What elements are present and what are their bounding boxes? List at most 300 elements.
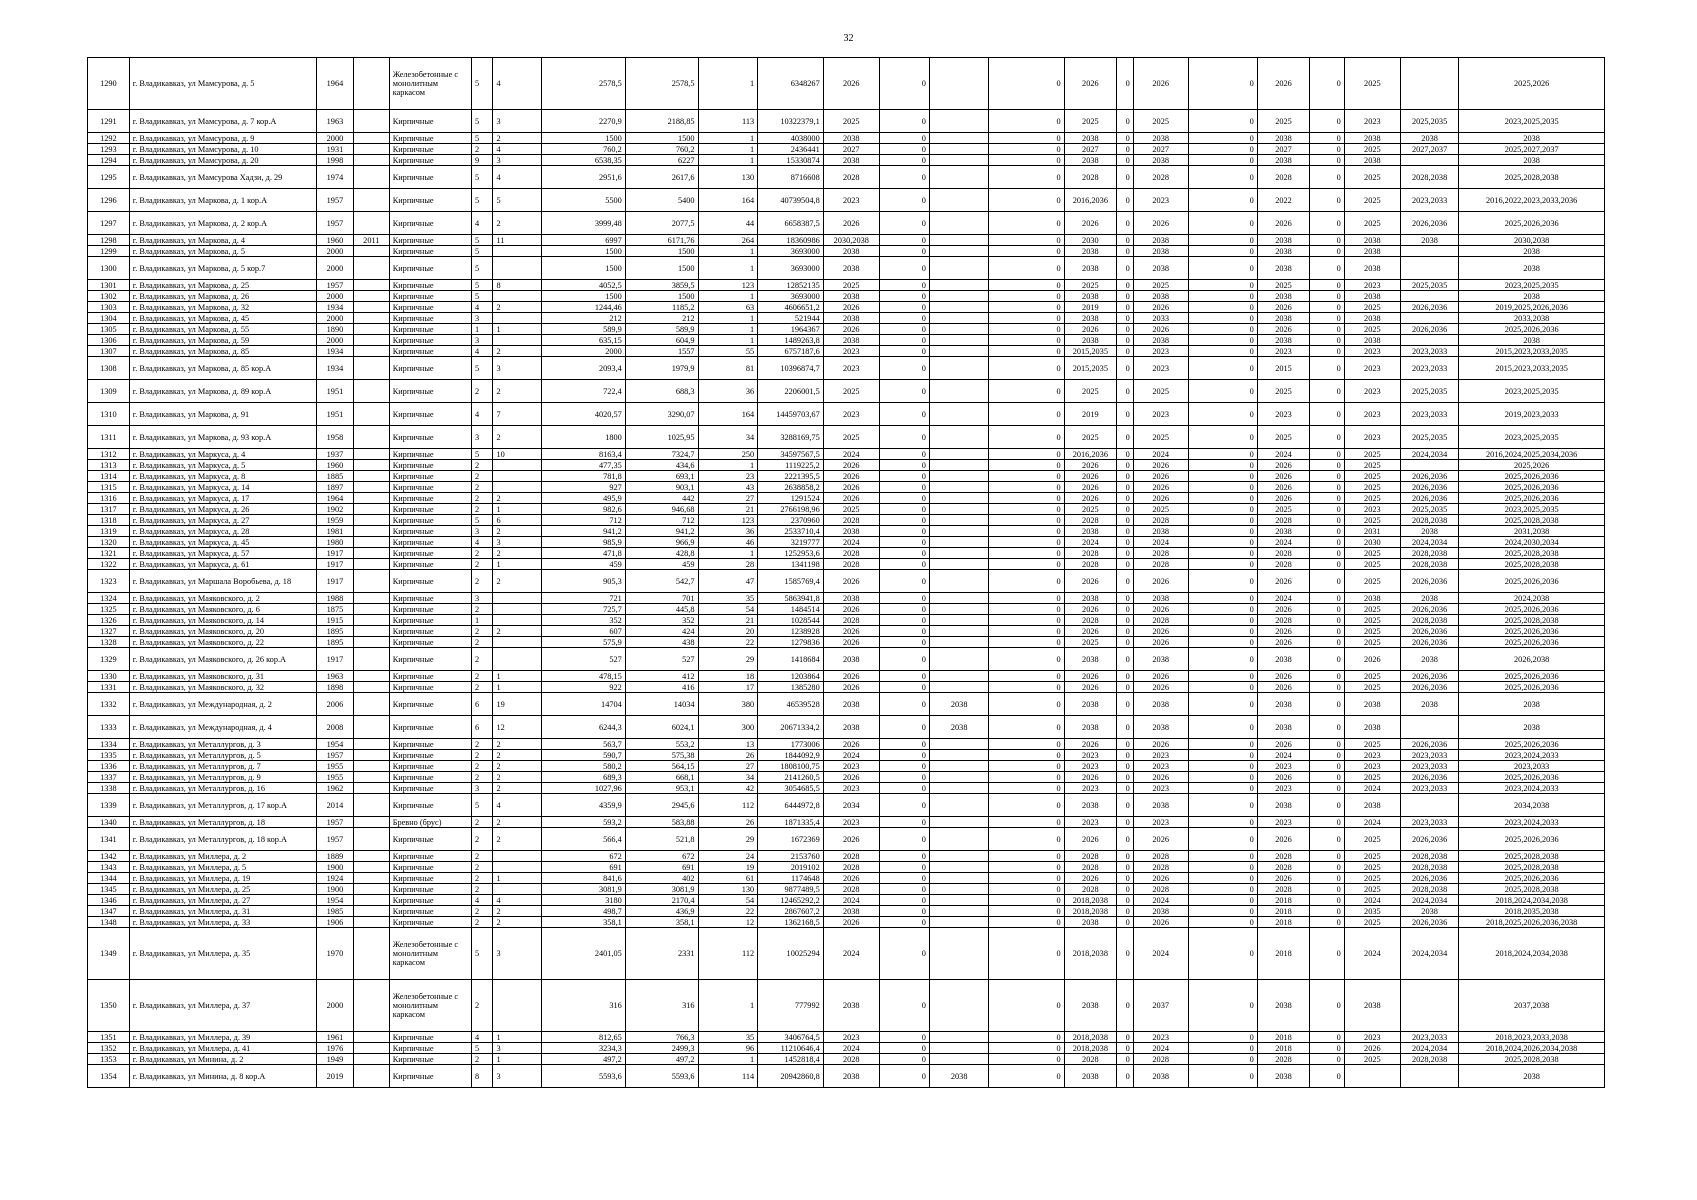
cell-flag-d: 0 bbox=[1188, 302, 1257, 313]
table-row bbox=[88, 1032, 1605, 1043]
cell-year-reconstructed bbox=[353, 110, 389, 133]
cell-term-e: 2025 bbox=[1344, 460, 1400, 471]
cell-flag-c: 0 bbox=[1117, 189, 1134, 212]
cell-term-b: 2038 bbox=[1064, 313, 1116, 324]
cell-floors: 2 bbox=[471, 380, 492, 403]
cell-flag-b: 0 bbox=[989, 917, 1064, 928]
cell-residents: 123 bbox=[698, 280, 758, 291]
cell-year-reconstructed bbox=[353, 212, 389, 235]
cell-cost: 10322379,1 bbox=[758, 110, 824, 133]
cell-term-a bbox=[929, 928, 989, 980]
cell-flag-c: 0 bbox=[1117, 357, 1134, 380]
cell-all-terms: 2019,2025,2026,2036 bbox=[1459, 302, 1605, 313]
cell-flag-a: 0 bbox=[879, 648, 929, 671]
cell-address: г. Владикавказ, ул Мамсурова, д. 20 bbox=[129, 155, 316, 166]
cell-address: г. Владикавказ, ул Миллера, д. 41 bbox=[129, 1043, 316, 1054]
cell-floors: 5 bbox=[471, 235, 492, 246]
cell-total-area: 593,2 bbox=[542, 817, 625, 828]
cell-year-built: 1960 bbox=[316, 235, 353, 246]
cell-floors: 2 bbox=[471, 671, 492, 682]
table-row bbox=[88, 682, 1605, 693]
cell-address: г. Владикавказ, ул Маркуса, д. 8 bbox=[129, 471, 316, 482]
cell-term-b: 2023 bbox=[1064, 761, 1116, 772]
cell-flag-d: 0 bbox=[1188, 110, 1257, 133]
cell-row-number: 1294 bbox=[88, 155, 130, 166]
cell-flag-b: 0 bbox=[989, 133, 1064, 144]
cell-total-area: 2093,4 bbox=[542, 357, 625, 380]
cell-flag-b: 0 bbox=[989, 980, 1064, 1032]
cell-living-area: 1979,9 bbox=[625, 357, 698, 380]
cell-floors: 2 bbox=[471, 570, 492, 593]
cell-wall-material: Кирпичные bbox=[389, 1054, 471, 1065]
cell-flag-c: 0 bbox=[1117, 526, 1134, 537]
cell-cost: 9877489,5 bbox=[758, 884, 824, 895]
cell-flag-c: 0 bbox=[1117, 380, 1134, 403]
cell-row-number: 1331 bbox=[88, 682, 130, 693]
cell-term-f bbox=[1400, 460, 1458, 471]
cell-term-e: 2025 bbox=[1344, 482, 1400, 493]
cell-row-number: 1353 bbox=[88, 1054, 130, 1065]
cell-flag-e: 0 bbox=[1310, 515, 1345, 526]
cell-flag-c: 0 bbox=[1117, 817, 1134, 828]
cell-wall-material: Кирпичные bbox=[389, 110, 471, 133]
cell-term-a bbox=[929, 246, 989, 257]
table-row bbox=[88, 716, 1605, 739]
cell-year-reconstructed bbox=[353, 906, 389, 917]
cell-floors: 2 bbox=[471, 851, 492, 862]
cell-term-d: 2038 bbox=[1257, 155, 1309, 166]
cell-flag-e: 0 bbox=[1310, 133, 1345, 144]
cell-address: г. Владикавказ, ул Мамсурова, д. 7 кор.А bbox=[129, 110, 316, 133]
cell-flag-e: 0 bbox=[1310, 291, 1345, 302]
cell-entrances: 11 bbox=[493, 235, 542, 246]
cell-term-f: 2026,2036 bbox=[1400, 739, 1458, 750]
cell-address: г. Владикавказ, ул Маркова, д. 25 bbox=[129, 280, 316, 291]
cell-term-a bbox=[929, 648, 989, 671]
cell-all-terms: 2025,2028,2038 bbox=[1459, 548, 1605, 559]
cell-address: г. Владикавказ, ул Миллера, д. 27 bbox=[129, 895, 316, 906]
cell-term-f: 2038 bbox=[1400, 235, 1458, 246]
cell-year-reconstructed bbox=[353, 761, 389, 772]
cell-term-e: 2038 bbox=[1344, 155, 1400, 166]
cell-flag-a: 0 bbox=[879, 917, 929, 928]
cell-all-terms: 2023,2025,2035 bbox=[1459, 504, 1605, 515]
cell-residents: 123 bbox=[698, 515, 758, 526]
cell-cost: 2638858,2 bbox=[758, 482, 824, 493]
cell-flag-c: 0 bbox=[1117, 493, 1134, 504]
cell-term-c: 2028 bbox=[1133, 548, 1188, 559]
cell-term-c: 2026 bbox=[1133, 471, 1188, 482]
cell-term: 2026 bbox=[823, 739, 879, 750]
cell-term-d: 2018 bbox=[1257, 928, 1309, 980]
cell-total-area: 927 bbox=[542, 482, 625, 493]
cell-term-d: 2027 bbox=[1257, 144, 1309, 155]
cell-entrances: 8 bbox=[493, 280, 542, 291]
cell-term-b: 2019 bbox=[1064, 403, 1116, 426]
cell-term-c: 2028 bbox=[1133, 862, 1188, 873]
cell-all-terms: 2025,2026,2036 bbox=[1459, 671, 1605, 682]
cell-term-c: 2026 bbox=[1133, 493, 1188, 504]
cell-term-c: 2026 bbox=[1133, 212, 1188, 235]
cell-cost: 3054685,5 bbox=[758, 783, 824, 794]
cell-total-area: 497,2 bbox=[542, 1054, 625, 1065]
cell-term-f bbox=[1400, 980, 1458, 1032]
cell-year-reconstructed bbox=[353, 449, 389, 460]
cell-row-number: 1320 bbox=[88, 537, 130, 548]
cell-term: 2034 bbox=[823, 794, 879, 817]
table-row bbox=[88, 626, 1605, 637]
cell-term-b: 2026 bbox=[1064, 604, 1116, 615]
cell-entrances: 3 bbox=[493, 928, 542, 980]
cell-flag-c: 0 bbox=[1117, 682, 1134, 693]
table-row bbox=[88, 246, 1605, 257]
cell-term-f: 2026,2036 bbox=[1400, 626, 1458, 637]
cell-floors: 4 bbox=[471, 1032, 492, 1043]
cell-year-built: 1900 bbox=[316, 862, 353, 873]
cell-living-area: 941,2 bbox=[625, 526, 698, 537]
cell-term-e: 2025 bbox=[1344, 302, 1400, 313]
cell-term-c: 2028 bbox=[1133, 615, 1188, 626]
cell-flag-a: 0 bbox=[879, 884, 929, 895]
cell-residents: 1 bbox=[698, 246, 758, 257]
cell-cost: 1028544 bbox=[758, 615, 824, 626]
cell-residents: 27 bbox=[698, 761, 758, 772]
cell-term: 2038 bbox=[823, 526, 879, 537]
cell-residents: 1 bbox=[698, 144, 758, 155]
cell-flag-d: 0 bbox=[1188, 772, 1257, 783]
cell-term-c: 2023 bbox=[1133, 761, 1188, 772]
cell-entrances bbox=[493, 313, 542, 324]
cell-term-a bbox=[929, 851, 989, 862]
cell-living-area: 1500 bbox=[625, 257, 698, 280]
cell-cost: 3693000 bbox=[758, 291, 824, 302]
cell-year-reconstructed bbox=[353, 1043, 389, 1054]
cell-year-built: 1917 bbox=[316, 570, 353, 593]
cell-row-number: 1336 bbox=[88, 761, 130, 772]
cell-flag-e: 0 bbox=[1310, 817, 1345, 828]
cell-year-built: 1963 bbox=[316, 671, 353, 682]
cell-year-built: 1951 bbox=[316, 380, 353, 403]
table-row bbox=[88, 189, 1605, 212]
cell-address: г. Владикавказ, ул Маркуса, д. 5 bbox=[129, 460, 316, 471]
cell-term-a bbox=[929, 772, 989, 783]
table-row bbox=[88, 604, 1605, 615]
cell-flag-c: 0 bbox=[1117, 783, 1134, 794]
cell-wall-material: Кирпичные bbox=[389, 1032, 471, 1043]
cell-wall-material: Кирпичные bbox=[389, 403, 471, 426]
cell-floors: 5 bbox=[471, 928, 492, 980]
cell-living-area: 424 bbox=[625, 626, 698, 637]
cell-row-number: 1340 bbox=[88, 817, 130, 828]
cell-living-area: 2331 bbox=[625, 928, 698, 980]
cell-term-c: 2038 bbox=[1133, 246, 1188, 257]
cell-wall-material: Кирпичные bbox=[389, 716, 471, 739]
cell-flag-c: 0 bbox=[1117, 302, 1134, 313]
table-row bbox=[88, 794, 1605, 817]
cell-term-a bbox=[929, 212, 989, 235]
cell-term-e: 2025 bbox=[1344, 615, 1400, 626]
cell-term-e: 2026 bbox=[1344, 648, 1400, 671]
cell-row-number: 1298 bbox=[88, 235, 130, 246]
cell-year-built: 1902 bbox=[316, 504, 353, 515]
table-row bbox=[88, 302, 1605, 313]
cell-term-a bbox=[929, 313, 989, 324]
cell-living-area: 953,1 bbox=[625, 783, 698, 794]
cell-year-built: 1957 bbox=[316, 189, 353, 212]
cell-term-c: 2023 bbox=[1133, 357, 1188, 380]
cell-term-a bbox=[929, 482, 989, 493]
cell-year-reconstructed bbox=[353, 884, 389, 895]
cell-flag-c: 0 bbox=[1117, 980, 1134, 1032]
cell-residents: 1 bbox=[698, 1054, 758, 1065]
cell-entrances: 3 bbox=[493, 1065, 542, 1088]
cell-all-terms: 2025,2026,2036 bbox=[1459, 493, 1605, 504]
cell-term: 2038 bbox=[823, 335, 879, 346]
cell-cost: 1844092,9 bbox=[758, 750, 824, 761]
cell-term: 2024 bbox=[823, 750, 879, 761]
cell-term-f: 2028,2038 bbox=[1400, 862, 1458, 873]
cell-flag-a: 0 bbox=[879, 346, 929, 357]
cell-term-d: 2026 bbox=[1257, 212, 1309, 235]
cell-floors: 6 bbox=[471, 716, 492, 739]
cell-year-reconstructed bbox=[353, 682, 389, 693]
table-row bbox=[88, 403, 1605, 426]
cell-residents: 1 bbox=[698, 980, 758, 1032]
cell-term-b: 2026 bbox=[1064, 739, 1116, 750]
cell-row-number: 1292 bbox=[88, 133, 130, 144]
cell-term-d: 2028 bbox=[1257, 548, 1309, 559]
cell-residents: 130 bbox=[698, 884, 758, 895]
cell-cost: 3406764,5 bbox=[758, 1032, 824, 1043]
cell-term: 2024 bbox=[823, 449, 879, 460]
cell-term-b: 2038 bbox=[1064, 1065, 1116, 1088]
cell-total-area: 498,7 bbox=[542, 906, 625, 917]
cell-total-area: 14704 bbox=[542, 693, 625, 716]
cell-flag-b: 0 bbox=[989, 772, 1064, 783]
cell-term-c: 2038 bbox=[1133, 1065, 1188, 1088]
cell-flag-c: 0 bbox=[1117, 626, 1134, 637]
cell-term-c: 2026 bbox=[1133, 671, 1188, 682]
cell-all-terms: 2025,2026,2036 bbox=[1459, 324, 1605, 335]
cell-flag-c: 0 bbox=[1117, 324, 1134, 335]
cell-term-e: 2025 bbox=[1344, 449, 1400, 460]
cell-year-built: 1970 bbox=[316, 928, 353, 980]
cell-flag-b: 0 bbox=[989, 648, 1064, 671]
cell-term-f: 2028,2038 bbox=[1400, 559, 1458, 570]
cell-flag-a: 0 bbox=[879, 682, 929, 693]
cell-term-c: 2026 bbox=[1133, 917, 1188, 928]
cell-term-b: 2028 bbox=[1064, 515, 1116, 526]
table-row bbox=[88, 471, 1605, 482]
table-row bbox=[88, 1054, 1605, 1065]
cell-cost: 1484514 bbox=[758, 604, 824, 615]
cell-year-built: 1915 bbox=[316, 615, 353, 626]
cell-year-reconstructed bbox=[353, 426, 389, 449]
cell-year-reconstructed bbox=[353, 324, 389, 335]
cell-term-a bbox=[929, 783, 989, 794]
cell-term: 2038 bbox=[823, 693, 879, 716]
cell-term-e: 2038 bbox=[1344, 291, 1400, 302]
table-row bbox=[88, 693, 1605, 716]
cell-term-e: 2025 bbox=[1344, 917, 1400, 928]
cell-term-d: 2026 bbox=[1257, 482, 1309, 493]
cell-term-b: 2028 bbox=[1064, 166, 1116, 189]
page-number: 32 bbox=[843, 33, 854, 44]
cell-term-d: 2038 bbox=[1257, 313, 1309, 324]
cell-term: 2026 bbox=[823, 637, 879, 648]
cell-floors: 2 bbox=[471, 648, 492, 671]
cell-row-number: 1351 bbox=[88, 1032, 130, 1043]
cell-address: г. Владикавказ, ул Маркова, д. 26 bbox=[129, 291, 316, 302]
cell-flag-d: 0 bbox=[1188, 817, 1257, 828]
cell-entrances: 1 bbox=[493, 873, 542, 884]
cell-year-reconstructed bbox=[353, 772, 389, 783]
cell-flag-a: 0 bbox=[879, 133, 929, 144]
cell-cost: 2141260,5 bbox=[758, 772, 824, 783]
cell-term: 2027 bbox=[823, 144, 879, 155]
cell-wall-material: Бревно (брус) bbox=[389, 817, 471, 828]
cell-term: 2028 bbox=[823, 166, 879, 189]
cell-term-f: 2026,2036 bbox=[1400, 570, 1458, 593]
cell-row-number: 1352 bbox=[88, 1043, 130, 1054]
cell-floors: 4 bbox=[471, 895, 492, 906]
cell-term: 2028 bbox=[823, 515, 879, 526]
cell-flag-a: 0 bbox=[879, 980, 929, 1032]
cell-flag-c: 0 bbox=[1117, 504, 1134, 515]
cell-residents: 26 bbox=[698, 817, 758, 828]
table-row bbox=[88, 335, 1605, 346]
cell-year-reconstructed bbox=[353, 58, 389, 110]
cell-row-number: 1314 bbox=[88, 471, 130, 482]
cell-flag-a: 0 bbox=[879, 235, 929, 246]
cell-flag-c: 0 bbox=[1117, 58, 1134, 110]
cell-year-reconstructed bbox=[353, 980, 389, 1032]
cell-flag-c: 0 bbox=[1117, 1032, 1134, 1043]
cell-all-terms: 2025,2028,2038 bbox=[1459, 559, 1605, 570]
cell-term-a bbox=[929, 906, 989, 917]
cell-term: 2026 bbox=[823, 626, 879, 637]
cell-residents: 22 bbox=[698, 906, 758, 917]
cell-term-b: 2038 bbox=[1064, 794, 1116, 817]
table-row bbox=[88, 280, 1605, 291]
cell-living-area: 672 bbox=[625, 851, 698, 862]
cell-address: г. Владикавказ, ул Маяковского, д. 22 bbox=[129, 637, 316, 648]
cell-flag-c: 0 bbox=[1117, 772, 1134, 783]
cell-term-e: 2038 bbox=[1344, 794, 1400, 817]
cell-living-area: 966,9 bbox=[625, 537, 698, 548]
cell-flag-b: 0 bbox=[989, 280, 1064, 291]
cell-all-terms: 2016,2022,2023,2033,2036 bbox=[1459, 189, 1605, 212]
cell-term-d: 2026 bbox=[1257, 626, 1309, 637]
cell-wall-material: Кирпичные bbox=[389, 357, 471, 380]
housing-register-table bbox=[87, 57, 1605, 1088]
cell-flag-a: 0 bbox=[879, 671, 929, 682]
cell-year-reconstructed bbox=[353, 526, 389, 537]
cell-term-a bbox=[929, 144, 989, 155]
cell-floors: 5 bbox=[471, 257, 492, 280]
cell-term-f: 2026,2036 bbox=[1400, 604, 1458, 615]
cell-term-d: 2025 bbox=[1257, 380, 1309, 403]
cell-year-reconstructed bbox=[353, 1054, 389, 1065]
cell-year-built: 1988 bbox=[316, 593, 353, 604]
cell-term-f: 2026,2036 bbox=[1400, 637, 1458, 648]
cell-term-c: 2026 bbox=[1133, 626, 1188, 637]
cell-all-terms: 2038 bbox=[1459, 246, 1605, 257]
cell-address: г. Владикавказ, ул Металлургов, д. 16 bbox=[129, 783, 316, 794]
cell-flag-b: 0 bbox=[989, 380, 1064, 403]
cell-term: 2038 bbox=[823, 1065, 879, 1088]
cell-term-d: 2025 bbox=[1257, 504, 1309, 515]
cell-row-number: 1324 bbox=[88, 593, 130, 604]
cell-term-c: 2024 bbox=[1133, 928, 1188, 980]
cell-address: г. Владикавказ, ул Маркуса, д. 27 bbox=[129, 515, 316, 526]
table-row bbox=[88, 884, 1605, 895]
cell-row-number: 1322 bbox=[88, 559, 130, 570]
cell-residents: 1 bbox=[698, 133, 758, 144]
cell-row-number: 1338 bbox=[88, 783, 130, 794]
cell-year-built: 1963 bbox=[316, 110, 353, 133]
cell-wall-material: Кирпичные bbox=[389, 1043, 471, 1054]
cell-term-c: 2028 bbox=[1133, 515, 1188, 526]
cell-flag-c: 0 bbox=[1117, 166, 1134, 189]
cell-flag-e: 0 bbox=[1310, 346, 1345, 357]
cell-all-terms: 2037,2038 bbox=[1459, 980, 1605, 1032]
cell-term-d: 2026 bbox=[1257, 637, 1309, 648]
cell-term-e: 2023 bbox=[1344, 426, 1400, 449]
cell-term-b: 2028 bbox=[1064, 615, 1116, 626]
cell-flag-a: 0 bbox=[879, 626, 929, 637]
cell-cost: 3288169,75 bbox=[758, 426, 824, 449]
cell-term: 2038 bbox=[823, 246, 879, 257]
table-row bbox=[88, 548, 1605, 559]
cell-cost: 2436441 bbox=[758, 144, 824, 155]
cell-year-built: 1875 bbox=[316, 604, 353, 615]
cell-row-number: 1296 bbox=[88, 189, 130, 212]
cell-total-area: 812,65 bbox=[542, 1032, 625, 1043]
cell-flag-a: 0 bbox=[879, 313, 929, 324]
cell-address: г. Владикавказ, ул Миллера, д. 33 bbox=[129, 917, 316, 928]
cell-row-number: 1297 bbox=[88, 212, 130, 235]
cell-all-terms: 2025,2026,2036 bbox=[1459, 212, 1605, 235]
cell-term: 2024 bbox=[823, 928, 879, 980]
cell-flag-e: 0 bbox=[1310, 189, 1345, 212]
cell-flag-a: 0 bbox=[879, 449, 929, 460]
cell-flag-b: 0 bbox=[989, 739, 1064, 750]
cell-term: 2038 bbox=[823, 313, 879, 324]
cell-term: 2025 bbox=[823, 280, 879, 291]
cell-flag-c: 0 bbox=[1117, 750, 1134, 761]
cell-address: г. Владикавказ, ул Металлургов, д. 18 bbox=[129, 817, 316, 828]
cell-flag-b: 0 bbox=[989, 302, 1064, 313]
cell-flag-a: 0 bbox=[879, 873, 929, 884]
cell-year-built: 1917 bbox=[316, 559, 353, 570]
table-row bbox=[88, 637, 1605, 648]
cell-year-reconstructed bbox=[353, 380, 389, 403]
cell-residents: 28 bbox=[698, 559, 758, 570]
cell-total-area: 1244,46 bbox=[542, 302, 625, 313]
cell-total-area: 721 bbox=[542, 593, 625, 604]
cell-wall-material: Кирпичные bbox=[389, 189, 471, 212]
cell-living-area: 6227 bbox=[625, 155, 698, 166]
cell-cost: 46539528 bbox=[758, 693, 824, 716]
cell-flag-c: 0 bbox=[1117, 862, 1134, 873]
cell-total-area: 841,6 bbox=[542, 873, 625, 884]
cell-flag-a: 0 bbox=[879, 817, 929, 828]
cell-year-built: 1954 bbox=[316, 739, 353, 750]
cell-cost: 2221395,5 bbox=[758, 471, 824, 482]
cell-term-a bbox=[929, 593, 989, 604]
cell-wall-material: Кирпичные bbox=[389, 626, 471, 637]
